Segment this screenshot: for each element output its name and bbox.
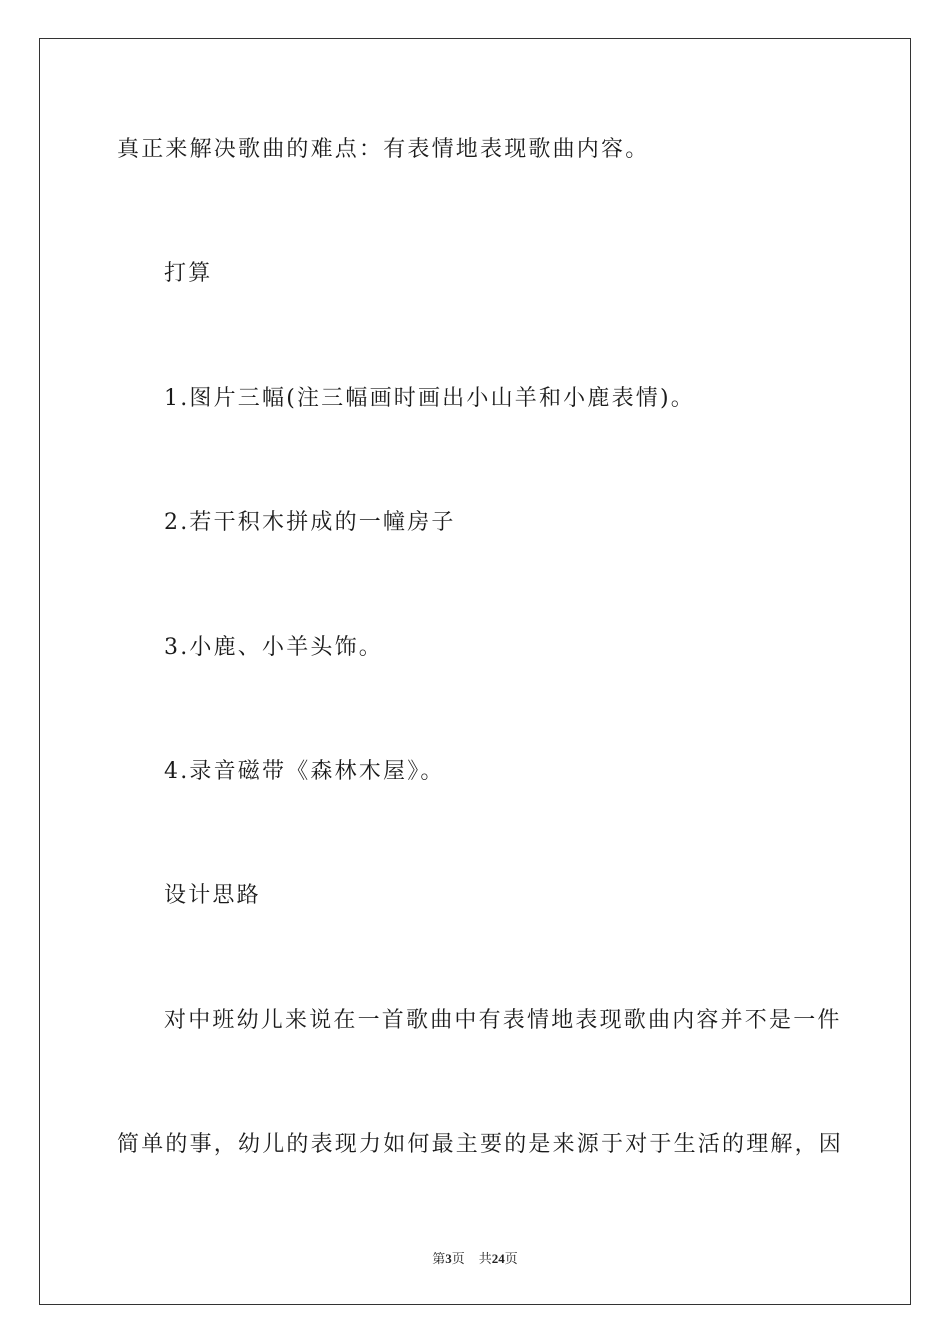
body-text-line: 简单的事，幼儿的表现力如何最主要的是来源于对于生活的理解，因 — [117, 1132, 844, 1157]
section-heading-design: 设计思路 — [164, 883, 261, 908]
total-pages: 24 — [491, 1251, 505, 1266]
body-text-line: 真正来解决歌曲的难点：有表情地表现歌曲内容。 — [117, 137, 650, 162]
list-item: 3.小鹿、小羊头饰。 — [164, 635, 383, 660]
page-border — [39, 38, 911, 1305]
total-suffix: 页 — [504, 1251, 518, 1266]
list-item: 2.若干积木拼成的一幢房子 — [164, 510, 456, 535]
page-suffix: 页 — [451, 1251, 465, 1266]
page-number: 3 — [445, 1251, 452, 1266]
total-prefix: 共 — [478, 1251, 492, 1266]
page-prefix: 第 — [432, 1251, 446, 1266]
list-item: 1.图片三幅(注三幅画时画出小山羊和小鹿表情)。 — [164, 386, 695, 411]
body-text-line: 对中班幼儿来说在一首歌曲中有表情地表现歌曲内容并不是一件 — [164, 1008, 842, 1033]
section-heading-preparation: 打算 — [164, 261, 213, 286]
list-item: 4.录音磁带《森林木屋》。 — [164, 759, 445, 784]
page-footer — [0, 1248, 950, 1267]
